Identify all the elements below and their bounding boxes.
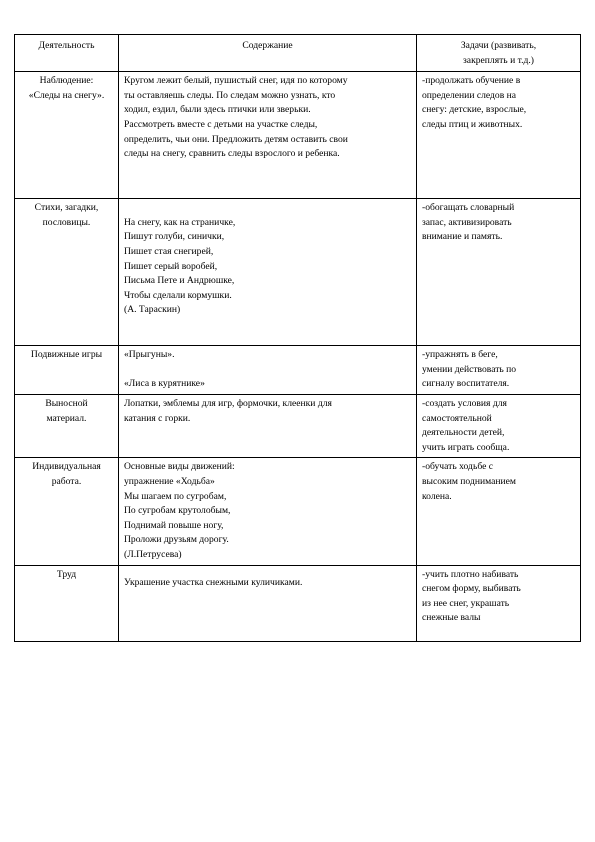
content-line: На снегу, как на страничке,: [124, 216, 236, 228]
task-cell: [417, 346, 581, 395]
content-line: Пишет серый воробей,: [124, 260, 218, 272]
task-line: запас, активизировать: [422, 216, 512, 228]
task-cell: [417, 394, 581, 457]
content-line: Основные виды движений:: [124, 461, 235, 473]
task-line: внимание и память.: [422, 231, 503, 243]
spacer: [124, 201, 411, 216]
task-line: деятельности детей,: [422, 427, 505, 439]
activity-cell: [15, 565, 119, 641]
task-line: -создать условия для: [422, 397, 507, 409]
activity-line: пословицы.: [42, 216, 91, 228]
activity-plan-table: [14, 34, 581, 642]
activity-cell: [15, 72, 119, 199]
table-row: [15, 394, 581, 457]
content-line: Поднимай повыше ногу,: [124, 519, 224, 531]
content-line: «Лиса в курятнике»: [124, 378, 205, 390]
table-row: [15, 565, 581, 641]
activity-line: Индивидуальная: [32, 461, 101, 473]
header-tasks: [417, 35, 581, 72]
task-line: определении следов на: [422, 89, 517, 101]
activity-line: Выносной: [45, 397, 88, 409]
activity-line: Труд: [56, 568, 77, 580]
task-line: колена.: [422, 490, 452, 502]
content-line: Украшение участка снежными куличиками.: [124, 576, 303, 588]
task-cell: [417, 199, 581, 346]
task-line: снегу: детские, взрослые,: [422, 104, 527, 116]
content-line: определить, чьи они. Предложить детям оставить свои: [124, 133, 348, 145]
content-line: ходил, ездил, были здесь птички или зверьки.: [124, 104, 311, 116]
task-line: снегом форму, выбивать: [422, 583, 521, 595]
task-cell: [417, 72, 581, 199]
activity-cell: [15, 346, 119, 395]
table-header-row: [15, 35, 581, 72]
activity-line: работа.: [51, 475, 82, 487]
table-row: [15, 199, 581, 346]
table-row: [15, 346, 581, 395]
task-line: -продолжать обучение в: [422, 75, 521, 87]
content-line: Пишут голуби, синички,: [124, 231, 225, 243]
task-line: сигналу воспитателя.: [422, 378, 510, 390]
content-line: Лопатки, эмблемы для игр, формочки, клеенки для: [124, 397, 332, 409]
task-line: -упражнять в беге,: [422, 349, 498, 361]
task-line: -обогащать словарный: [422, 202, 515, 214]
header-activity: Деятельность: [15, 35, 119, 72]
content-line: Мы шагаем по сугробам,: [124, 490, 227, 502]
task-line: снежные валы: [422, 612, 481, 624]
content-line: следы на снегу, сравнить следы взрослого и ребенка.: [124, 148, 340, 160]
task-line: учить играть сообща.: [422, 441, 510, 453]
content-line: Проложи друзьям дорогу.: [124, 534, 229, 546]
content-cell: [119, 72, 417, 199]
content-line: Письма Пете и Андрюшке,: [124, 275, 235, 287]
task-line: высоким подниманием: [422, 475, 516, 487]
task-line: умении действовать по: [422, 363, 517, 375]
activity-line: «Следы на снегу».: [28, 89, 105, 101]
activity-cell: [15, 199, 119, 346]
spacer: [124, 568, 411, 576]
activity-line: Стихи, загадки,: [34, 202, 99, 214]
content-cell: [119, 394, 417, 457]
table-row: [15, 72, 581, 199]
activity-line: материал.: [46, 412, 87, 424]
activity-line: Подвижные игры: [30, 349, 103, 361]
task-line: -обучать ходьбе с: [422, 461, 493, 473]
activity-cell: [15, 458, 119, 565]
content-line: «Прыгуны».: [124, 349, 175, 361]
content-line: Рассмотреть вместе с детьми на участке следы,: [124, 118, 318, 130]
task-cell: [417, 565, 581, 641]
content-line: Пишет стая снегирей,: [124, 245, 214, 257]
content-line: (А. Тараскин): [124, 304, 181, 316]
content-line: Чтобы сделали кормушки.: [124, 289, 232, 301]
content-line: Кругом лежит белый, пушистый снег, идя по которому: [124, 75, 348, 87]
content-line: упражнение «Ходьба»: [124, 475, 215, 487]
spacer: [124, 363, 411, 378]
content-cell: [119, 346, 417, 395]
content-line: ты оставляешь следы. По следам можно узнать, кто: [124, 89, 336, 101]
content-cell: [119, 565, 417, 641]
header-tasks-line: закреплять и т.д.): [463, 54, 534, 66]
content-line: По сугробам крутолобым,: [124, 505, 231, 517]
content-cell: [119, 199, 417, 346]
table-row: [15, 458, 581, 565]
task-cell: [417, 458, 581, 565]
task-line: -учить плотно набивать: [422, 568, 519, 580]
activity-line: Наблюдение:: [39, 75, 94, 87]
header-content: Содержание: [119, 35, 417, 72]
task-line: из нее снег, украшать: [422, 597, 510, 609]
task-line: самостоятельной: [422, 412, 492, 424]
content-line: катания с горки.: [124, 412, 191, 424]
activity-cell: [15, 394, 119, 457]
content-line: (Л.Петрусева): [124, 548, 182, 560]
task-line: следы птиц и животных.: [422, 118, 523, 130]
header-tasks-line: Задачи (развивать,: [460, 40, 537, 51]
content-cell: [119, 458, 417, 565]
